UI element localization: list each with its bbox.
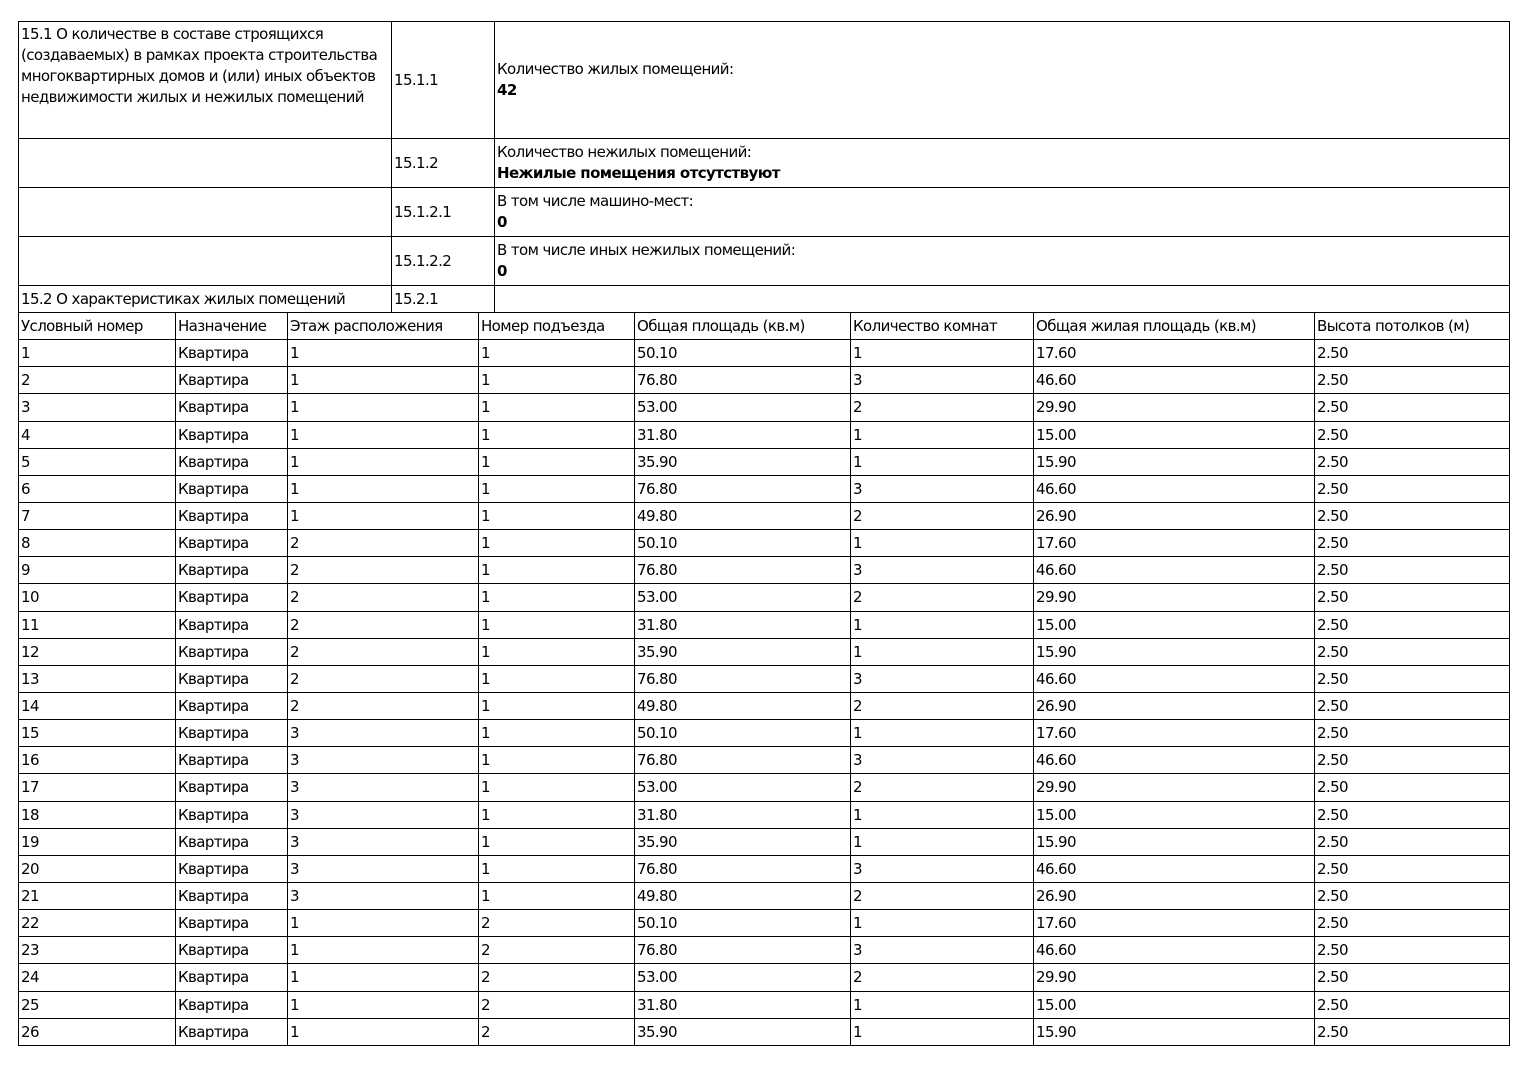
table-cell: 17 [19,774,176,801]
table-cell: 2 [851,692,1034,719]
table-cell: Квартира [176,991,288,1018]
table-cell: 12 [19,638,176,665]
table-cell: 9 [19,557,176,584]
table-cell: Квартира [176,530,288,557]
table-row [19,692,1510,719]
table-cell: 2 [288,611,479,638]
row-value: 0 [497,262,507,280]
table-cell: 13 [19,665,176,692]
table-cell: 2.50 [1315,774,1510,801]
table-cell: 15.90 [1034,828,1315,855]
row-value: Нежилые помещения отсутствуют [497,164,780,182]
table-cell: 31.80 [635,991,851,1018]
table-cell: 49.80 [635,502,851,529]
table-cell: 1 [479,665,635,692]
table-cell: 1 [479,720,635,747]
table-row [19,665,1510,692]
table-cell: 2 [479,1018,635,1045]
table-row [19,964,1510,991]
table-row [19,801,1510,828]
table-cell: 46.60 [1034,855,1315,882]
table-row [19,367,1510,394]
table-cell: 26.90 [1034,502,1315,529]
table-cell: 2.50 [1315,991,1510,1018]
section-15-2-label: 15.2 О характеристиках жилых помещений [19,286,392,313]
table-cell: 3 [288,855,479,882]
table-cell: 2 [851,502,1034,529]
table-cell: 1 [288,448,479,475]
column-header: Высота потолков (м) [1315,313,1510,340]
table-cell: Квартира [176,394,288,421]
table-cell: 35.90 [635,828,851,855]
table-cell: Квартира [176,882,288,909]
table-cell: 1 [288,502,479,529]
table-cell: 3 [851,557,1034,584]
table-cell: 1 [851,611,1034,638]
empty-cell [19,237,392,286]
table-cell: 2.50 [1315,502,1510,529]
table-cell: 2 [851,394,1034,421]
table-cell: 1 [288,340,479,367]
table-cell: 10 [19,584,176,611]
table-cell: 53.00 [635,774,851,801]
table-cell: 49.80 [635,692,851,719]
table-cell: 15 [19,720,176,747]
table-cell: Квартира [176,448,288,475]
table-row [19,638,1510,665]
table-cell: 2.50 [1315,475,1510,502]
table-cell: 19 [19,828,176,855]
table-cell: 1 [479,638,635,665]
table-cell: 24 [19,964,176,991]
table-cell: 2.50 [1315,665,1510,692]
table-cell: Квартира [176,638,288,665]
table-cell: 17.60 [1034,720,1315,747]
table-cell: 26.90 [1034,692,1315,719]
table-cell: 3 [288,747,479,774]
table-cell: 26 [19,1018,176,1045]
table-cell: 29.90 [1034,964,1315,991]
table-cell: 1 [479,801,635,828]
table-cell: 2.50 [1315,855,1510,882]
table-cell: 2 [288,584,479,611]
table-cell: 3 [851,855,1034,882]
table-row [19,720,1510,747]
table-row [19,530,1510,557]
table-cell: Квартира [176,937,288,964]
apartments-table [18,312,1510,1046]
table-cell: Квартира [176,1018,288,1045]
table-row [19,421,1510,448]
row-value: 0 [497,213,507,231]
table-cell: 1 [288,937,479,964]
table-cell: Квартира [176,801,288,828]
table-cell: 31.80 [635,611,851,638]
table-cell: 15.00 [1034,421,1315,448]
table-cell: 3 [19,394,176,421]
table-cell: 15.90 [1034,638,1315,665]
column-header: Условный номер [19,313,176,340]
table-cell: 2.50 [1315,448,1510,475]
table-cell: 26.90 [1034,882,1315,909]
table-cell: 1 [479,394,635,421]
table-cell: 2.50 [1315,530,1510,557]
table-cell: 2.50 [1315,964,1510,991]
table-cell: 14 [19,692,176,719]
table-cell: 1 [851,991,1034,1018]
table-cell: 2.50 [1315,882,1510,909]
table-cell: 1 [851,340,1034,367]
table-cell: 29.90 [1034,584,1315,611]
table-cell: 50.10 [635,340,851,367]
table-cell: 2 [479,937,635,964]
table-cell: 1 [288,475,479,502]
table-cell: 1 [851,720,1034,747]
table-cell: 1 [479,584,635,611]
table-cell: 53.00 [635,394,851,421]
table-cell: 3 [851,665,1034,692]
table-row [19,611,1510,638]
table-cell: 15.00 [1034,611,1315,638]
table-cell: 2 [479,910,635,937]
table-cell: 53.00 [635,584,851,611]
table-cell: 1 [479,855,635,882]
table-cell: 2.50 [1315,394,1510,421]
table-row [19,394,1510,421]
table-cell: 2.50 [1315,611,1510,638]
table-cell: Квартира [176,910,288,937]
table-row [19,774,1510,801]
table-cell: 15.90 [1034,1018,1315,1045]
table-cell: 76.80 [635,665,851,692]
table-cell: 3 [288,774,479,801]
table-cell: 1 [851,801,1034,828]
table-row [19,882,1510,909]
table-cell: 2 [288,530,479,557]
row-content [495,237,1510,286]
table-cell: 29.90 [1034,394,1315,421]
table-cell: 2.50 [1315,910,1510,937]
table-cell: 1 [479,448,635,475]
table-cell: 18 [19,801,176,828]
table-cell: 3 [851,747,1034,774]
table-cell: 29.90 [1034,774,1315,801]
table-cell: 1 [288,910,479,937]
table-cell: 76.80 [635,367,851,394]
table-cell: 46.60 [1034,557,1315,584]
table-cell: 35.90 [635,1018,851,1045]
table-cell: 31.80 [635,801,851,828]
table-cell: 2.50 [1315,340,1510,367]
table-cell: 1 [479,340,635,367]
table-cell: 4 [19,421,176,448]
table-cell: Квартира [176,475,288,502]
table-row [19,991,1510,1018]
table-cell: 1 [479,502,635,529]
row-caption: В том числе иных нежилых помещений: [497,241,796,259]
table-cell: 22 [19,910,176,937]
table-cell: Квартира [176,557,288,584]
column-header: Общая жилая площадь (кв.м) [1034,313,1315,340]
table-cell: Квартира [176,855,288,882]
table-cell: 1 [479,475,635,502]
table-cell: 76.80 [635,747,851,774]
table-cell: 2.50 [1315,720,1510,747]
table-cell: Квартира [176,367,288,394]
table-row [19,557,1510,584]
table-row [19,747,1510,774]
row-code: 15.1.2.1 [392,188,495,237]
table-cell: 21 [19,882,176,909]
table-cell: 2.50 [1315,692,1510,719]
table-cell: 1 [479,774,635,801]
table-cell: Квартира [176,747,288,774]
table-cell: 2 [851,882,1034,909]
table-row [19,828,1510,855]
table-cell: 1 [288,991,479,1018]
table-cell: Квартира [176,502,288,529]
table-cell: Квартира [176,584,288,611]
table-cell: 6 [19,475,176,502]
empty-cell [495,286,1510,313]
column-header: Номер подъезда [479,313,635,340]
table-cell: 11 [19,611,176,638]
table-cell: 1 [288,964,479,991]
table-cell: 2.50 [1315,638,1510,665]
table-cell: 1 [479,530,635,557]
table-cell: 76.80 [635,475,851,502]
row-caption: В том числе машино-мест: [497,192,694,210]
table-cell: 50.10 [635,910,851,937]
table-cell: 35.90 [635,448,851,475]
table-cell: 2.50 [1315,557,1510,584]
table-cell: Квартира [176,828,288,855]
row-code: 15.1.2 [392,139,495,188]
section-15-1-table [18,21,1510,313]
table-cell: Квартира [176,692,288,719]
table-cell: 1 [288,394,479,421]
table-cell: 1 [851,1018,1034,1045]
column-header: Количество комнат [851,313,1034,340]
row-code: 15.1.2.2 [392,237,495,286]
table-cell: 1 [851,638,1034,665]
table-cell: 3 [851,367,1034,394]
table-cell: 2 [851,774,1034,801]
table-cell: 2 [851,964,1034,991]
table-cell: 46.60 [1034,367,1315,394]
table-row [19,340,1510,367]
table-cell: 1 [479,747,635,774]
table-cell: 3 [851,475,1034,502]
table-cell: 46.60 [1034,475,1315,502]
table-cell: 2 [479,991,635,1018]
table-cell: 2.50 [1315,801,1510,828]
table-cell: 2 [479,964,635,991]
table-cell: 3 [288,720,479,747]
table-cell: 2 [288,665,479,692]
table-cell: 1 [851,448,1034,475]
table-cell: 1 [288,421,479,448]
table-cell: 25 [19,991,176,1018]
table-cell: 20 [19,855,176,882]
table-cell: Квартира [176,665,288,692]
table-cell: 2 [288,557,479,584]
row-content [495,22,1510,139]
table-cell: 49.80 [635,882,851,909]
table-cell: Квартира [176,340,288,367]
table-row [19,448,1510,475]
table-cell: 3 [288,882,479,909]
table-cell: 3 [851,937,1034,964]
row-content [495,139,1510,188]
table-cell: Квартира [176,774,288,801]
table-cell: 46.60 [1034,665,1315,692]
table-cell: 17.60 [1034,910,1315,937]
table-row [19,584,1510,611]
table-cell: 2.50 [1315,584,1510,611]
table-cell: 16 [19,747,176,774]
table-cell: 2 [851,584,1034,611]
table-cell: 2 [19,367,176,394]
table-cell: 2.50 [1315,747,1510,774]
table-cell: 1 [288,367,479,394]
section-15-1-label: 15.1 О количестве в составе строящихся (создаваемых) в рамках проекта строительства многоквартирных домов и (или) иных объектов недвижимости жилых и нежилых помещений [19,22,392,139]
row-code: 15.1.1 [392,22,495,139]
table-cell: 2.50 [1315,937,1510,964]
row-caption: Количество нежилых помещений: [497,143,752,161]
table-cell: 1 [851,828,1034,855]
table-row [19,855,1510,882]
table-cell: 5 [19,448,176,475]
table-cell: 15.90 [1034,448,1315,475]
table-cell: Квартира [176,421,288,448]
table-cell: 1 [479,611,635,638]
table-cell: 35.90 [635,638,851,665]
table-cell: 31.80 [635,421,851,448]
table-cell: Квартира [176,611,288,638]
row-content [495,188,1510,237]
table-cell: 2.50 [1315,367,1510,394]
table-cell: 76.80 [635,557,851,584]
table-cell: 15.00 [1034,801,1315,828]
table-cell: 1 [479,421,635,448]
column-header: Назначение [176,313,288,340]
table-cell: 2 [288,692,479,719]
table-cell: 3 [288,801,479,828]
table-header-row [19,313,1510,340]
table-cell: 76.80 [635,855,851,882]
table-row [19,910,1510,937]
table-row [19,1018,1510,1045]
column-header: Этаж расположения [288,313,479,340]
column-header: Общая площадь (кв.м) [635,313,851,340]
table-cell: 1 [479,367,635,394]
table-cell: Квартира [176,964,288,991]
table-cell: 1 [479,828,635,855]
table-cell: 50.10 [635,530,851,557]
table-cell: 1 [479,692,635,719]
table-cell: 2.50 [1315,828,1510,855]
table-cell: 1 [19,340,176,367]
table-cell: 1 [851,530,1034,557]
table-row [19,502,1510,529]
table-cell: 1 [851,910,1034,937]
table-cell: 2 [288,638,479,665]
row-caption: Количество жилых помещений: [497,60,734,78]
empty-cell [19,139,392,188]
table-cell: 1 [479,882,635,909]
row-value: 42 [497,81,517,99]
table-row [19,475,1510,502]
table-cell: 3 [288,828,479,855]
table-row [19,937,1510,964]
table-cell: 17.60 [1034,340,1315,367]
table-cell: 50.10 [635,720,851,747]
table-cell: 2.50 [1315,1018,1510,1045]
table-cell: 46.60 [1034,937,1315,964]
table-cell: 1 [288,1018,479,1045]
empty-cell [19,188,392,237]
table-cell: 1 [851,421,1034,448]
section-15-2-code: 15.2.1 [392,286,495,313]
table-cell: 53.00 [635,964,851,991]
table-cell: 76.80 [635,937,851,964]
table-cell: 8 [19,530,176,557]
table-cell: 46.60 [1034,747,1315,774]
table-cell: Квартира [176,720,288,747]
table-cell: 23 [19,937,176,964]
table-cell: 15.00 [1034,991,1315,1018]
table-cell: 7 [19,502,176,529]
table-cell: 2.50 [1315,421,1510,448]
table-cell: 1 [479,557,635,584]
table-cell: 17.60 [1034,530,1315,557]
